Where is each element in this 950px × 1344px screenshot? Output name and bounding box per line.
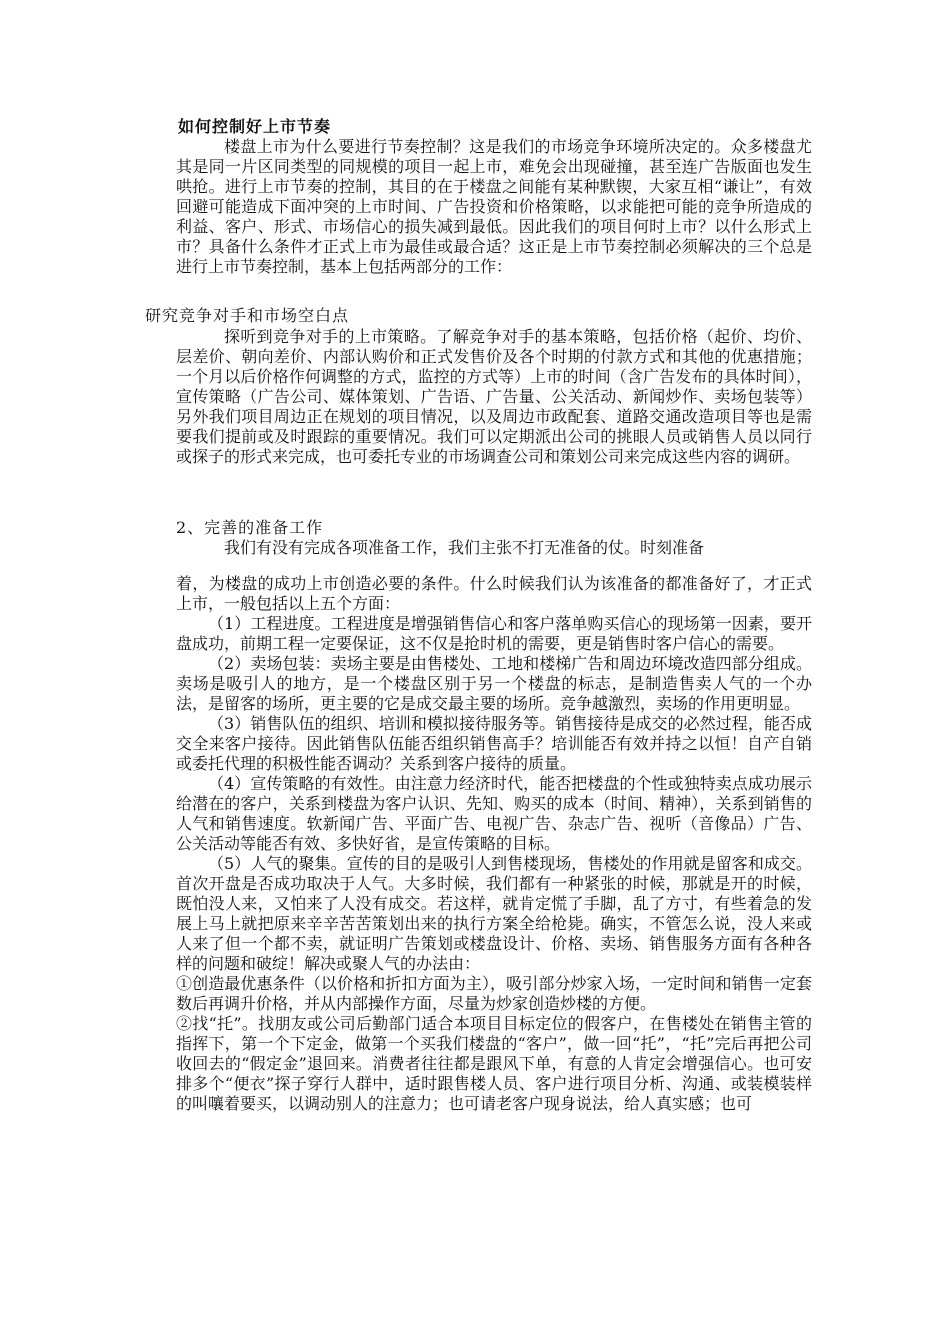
section1-paragraph	[176, 327, 812, 467]
list-item-popularity: （5）人气的聚集。宣传的目的是吸引人到售楼现场，售楼处的作用就是留客和成交。首次开盘是否成功取决于人气。大多时候，我们都有一种紧张的时候，那就是开的时候，既怕没人来，又怕来了人没有成交。若这样，就肯定慌了手脚，乱了方寸，有些着急的发展上马上就把原来辛辛苦苦策划出来的执行方案全给枪毙。确实，不管怎么说，没人来或人来了但一个都不卖，就证明广告策划或楼盘设计、价格、卖场、销售服务方面有各种各样的问题和破绽！解决或聚人气的办法由：	[176, 854, 812, 973]
section1-text: 探听到竞争对手的上市策略。了解竞争对手的基本策略，包括价格（起价、均价、层差价、朝向差价、内部认购价和正式发售价及各个时期的付款方式和其他的优惠措施；一个月以后价格作何调整的方式，监控的方式等）上市的时间（含广告发布的具体时间），宣传策略（广告公司、媒体策划、广告语、广告量、公关活动、新闻炒作、卖场包装等）另外我们项目周边正在规划的项目情况，以及周边市政配套、道路交通改造项目等也是需要我们提前或及时跟踪的重要情况。我们可以定期派出公司的挑眼人员或销售人员以同行或探子的形式来完成，也可委托专业的市场调查公司和策划公司来完成这些内容的调研。	[176, 327, 812, 466]
intro-text: 楼盘上市为什么要进行节奏控制？这是我们的市场竞争环境所决定的。众多楼盘尤其是同一片区同类型的同规模的项目一起上市，难免会出现碰撞，甚至连广告版面也发生哄抢。进行上市节奏的控制，其目的在于楼盘之间能有某种默锲，大家互相“谦让”，有效回避可能造成下面冲突的上市时间、广告投资和价格策略，以求能把可能的竞争所造成的利益、客户、形式、市场信心的损失减到最低。因此我们的项目何时上市？以什么形式上市？具备什么条件才正式上市为最佳或最合适？这正是上市节奏控制必须解决的三个总是进行上市节奏控制，基本上包括两部分的工作：	[176, 137, 812, 276]
section2-lead-text: 我们有没有完成各项准备工作，我们主张不打无准备的仗。时刻准备	[224, 538, 705, 557]
list-item-promotion: （4）宣传策略的有效性。由注意力经济时代，能否把楼盘的个性或独特卖点成功展示给潜在的客户，关系到楼盘为客户认识、先知、购买的成本（时间、精神），关系到销售的人气和销售速度。软新闻广告、平面广告、电视广告、杂志广告、视听（音像品）广告、公关活动等能否有效、多快好省，是宣传策略的目标。	[176, 774, 812, 853]
section2-lead-paragraph	[176, 538, 812, 558]
method-item-2: ②找“托”。找朋友或公司后勤部门适合本项目目标定位的假客户，在售楼处在销售主管的指挥下，第一个下定金，做第一个买我们楼盘的“客户”，做一回“托”，“托”完后再把公司收回去的“假定金”退回来。消费者往往都是跟风下单，有意的人肯定会增强信心。也可安排多个“便衣”探子穿行人群中，适时跟售楼人员、客户进行项目分析、沟通、或装模装样的叫嚷着要买，以调动别人的注意力；也可请老客户现身说法，给人真实感；也可	[176, 1014, 812, 1113]
list-item-sales-team: （3）销售队伍的组织、培训和模拟接待服务等。销售接待是成交的必然过程，能否成交全来客户接待。因此销售队伍能否组织销售高手？培训能否有效并持之以恒！自产自销或委托代理的积极性能否调动？关系到客户接待的质量。	[176, 714, 812, 773]
list-item-sales-venue: （2）卖场包装：卖场主要是由售楼处、工地和楼梯广告和周边环境改造四部分组成。卖场是吸引人的地方，是一个楼盘区别于另一个楼盘的标志，是制造售卖人气的一个办法，是留客的场所，更主要的它是成交最主要的场所。竞争越激烈，卖场的作用更明显。	[176, 654, 812, 713]
method-item-1: ①创造最优惠条件（以价格和折扣方面为主），吸引部分炒家入场，一定时间和销售一定套数后再调升价格，并从内部操作方面，尽量为炒家创造炒楼的方便。	[176, 974, 812, 1013]
section2-body	[176, 574, 812, 1114]
section2-continuation: 着，为楼盘的成功上市创造必要的条件。什么时候我们认为该准备的都准备好了，才正式上市，一般包括以上五个方面：	[176, 574, 812, 613]
list-item-engineering: （1）工程进度。工程进度是增强销售信心和客户落单购买信心的现场第一因素，要开盘成功，前期工程一定要保证，这不仅是抢时机的需要，更是销售时客户信心的需要。	[176, 614, 812, 653]
section2-heading: 2、完善的准备工作	[176, 518, 324, 537]
intro-paragraph	[176, 137, 812, 277]
section1-heading: 研究竞争对手和市场空白点	[145, 306, 350, 325]
document-title: 如何控制好上市节奏	[178, 117, 332, 136]
